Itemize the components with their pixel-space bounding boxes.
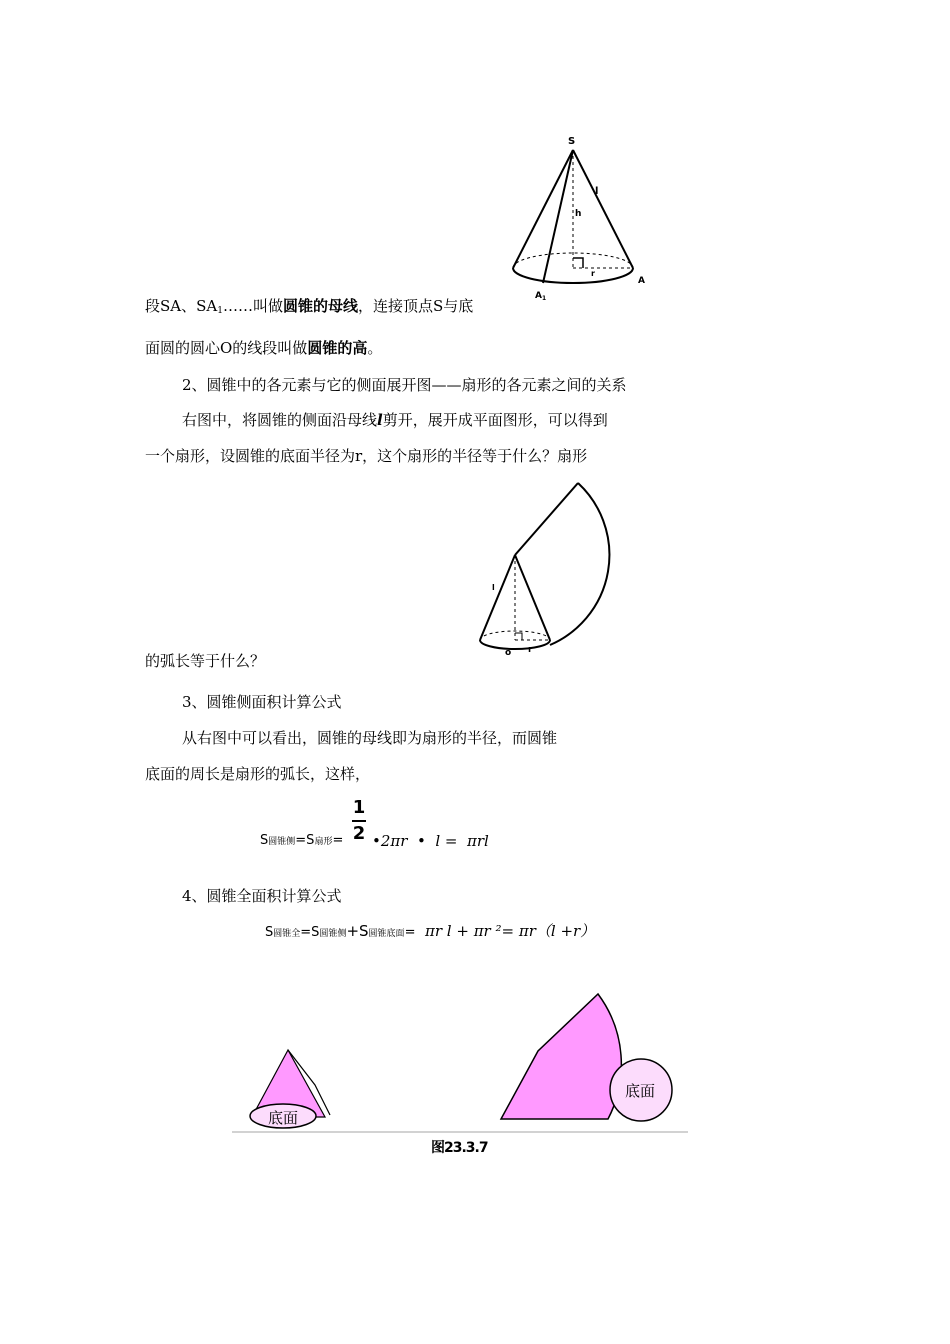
radius-label: r: [528, 645, 533, 655]
para-unfold: 右图中，将圆锥的侧面沿母线l剪开，展开成平面图形，可以得到: [182, 411, 608, 429]
section-4-heading: 4、圆锥全面积计算公式: [182, 887, 342, 905]
center-label: o: [505, 648, 512, 658]
para-explain-2: 底面的周长是扇形的弧长，这样，: [145, 765, 371, 783]
formula-rest: •2πr • l = πrl: [372, 832, 489, 850]
section-2-heading: 2、圆锥中的各元素与它的侧面展开图——扇形的各元素之间的关系: [182, 376, 627, 394]
sector-shape: [501, 994, 621, 1119]
slant-label: l: [595, 186, 599, 197]
slant-label: l: [492, 583, 495, 592]
apex-label: S: [568, 136, 576, 147]
point-a-label: A: [638, 276, 645, 286]
para-generatrix: 段SA、$SA_1\dots\dots$叫做圆锥的母线，连接顶点S与底: [145, 297, 474, 316]
section-3-heading: 3、圆锥侧面积计算公式: [182, 693, 342, 711]
circle-label: 底面: [625, 1082, 656, 1100]
height-label: h: [575, 209, 582, 219]
para-arc-question: 的弧长等于什么？: [145, 652, 266, 670]
para-explain-1: 从右图中可以看出，圆锥的母线即为扇形的半径，而圆锥: [182, 729, 558, 747]
figure-caption: 图23.3.7: [431, 1140, 488, 1156]
para-sector-question: 一个扇形，设圆锥的底面半径为r，这个扇形的半径等于什么？扇形: [145, 447, 588, 465]
colored-net-diagram: [230, 985, 695, 1135]
radius-label: r: [591, 269, 595, 278]
para-height: 面圆的圆心O的线段叫做圆锥的高。: [145, 339, 383, 357]
fraction: 1 2: [352, 797, 366, 844]
total-area-formula: S圆锥全=S圆锥侧+S圆锥底面= πr l + πr ²= πr（l +r）: [265, 922, 596, 940]
cone-diagram: [505, 128, 655, 303]
point-a1-label: $A_1$: [535, 291, 547, 302]
lateral-area-formula: S圆锥侧=S扇形= 1 2 •2πr • l = πrl: [260, 797, 489, 850]
cone-base-label: 底面: [268, 1109, 299, 1127]
cone-sector-diagram: [470, 475, 620, 665]
